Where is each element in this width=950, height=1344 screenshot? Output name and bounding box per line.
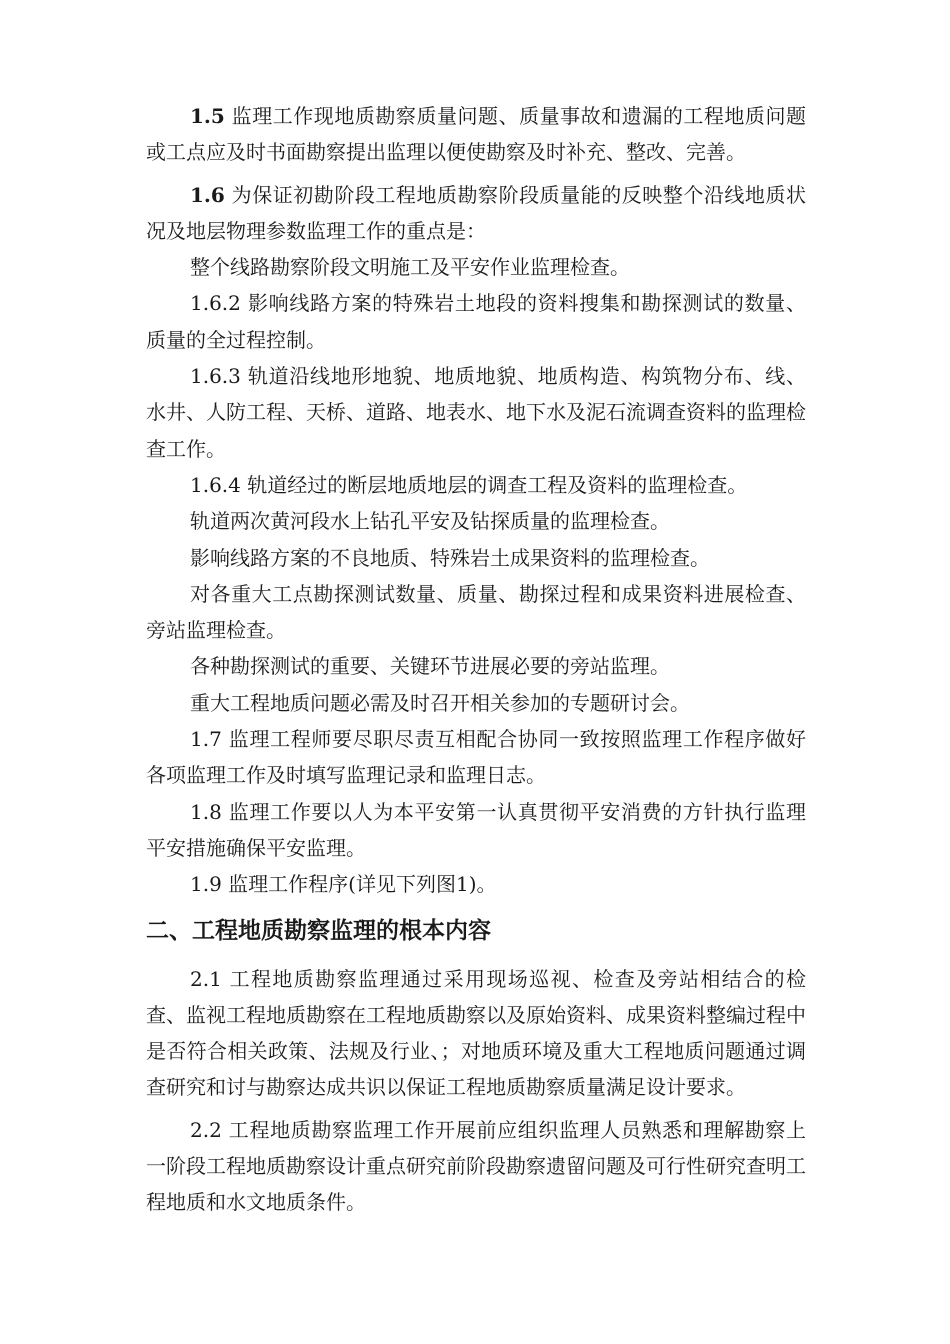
paragraph-text: 影响线路方案的不良地质、特殊岩土成果资料的监理检查。 bbox=[190, 545, 710, 570]
paragraph-text: 各种勘探测试的重要、关键环节进展必要的旁站监理。 bbox=[190, 654, 670, 679]
clause-number: 1.5 bbox=[190, 104, 225, 128]
paragraph-1-6-4 bbox=[146, 467, 806, 503]
paragraph-text: 对各重大工点勘探测试数量、质量、勘探过程和成果资料进展检查、旁站监理检查。 bbox=[146, 581, 806, 643]
clause-number: 1.6.3 bbox=[190, 364, 241, 389]
paragraph-1-6-3 bbox=[146, 358, 806, 467]
paragraph-text: 监理工作要以人为本平安第一认真贯彻平安消费的方针执行监理平安措施确保平安监理。 bbox=[146, 799, 806, 860]
clause-number: 1.6.2 bbox=[190, 291, 241, 316]
clause-number: 2.2 bbox=[190, 1117, 222, 1142]
clause-number: 1.6 bbox=[190, 182, 225, 207]
paragraph-text: 为保证初勘阶段工程地质勘察阶段质量能的反映整个沿线地质状况及地层物理参数监理工作的重点是： bbox=[146, 182, 806, 243]
clause-number: 1.9 bbox=[190, 872, 222, 897]
paragraph-text: 重大工程地质问题必需及时召开相关参加的专题研讨会。 bbox=[190, 690, 690, 715]
paragraph-2-2 bbox=[146, 1112, 806, 1221]
paragraph-1-6-6 bbox=[146, 540, 806, 576]
paragraph-text: 轨道两次黄河段水上钻孔平安及钻探质量的监理检查。 bbox=[190, 509, 670, 534]
document-page bbox=[146, 98, 806, 1227]
paragraph-text: 轨道沿线地形地貌、地质地貌、地质构造、构筑物分布、线、水井、人防工程、天桥、道路、地表水、地下水及泥石流调查资料的监理检查工作。 bbox=[146, 364, 806, 461]
paragraph-text: 影响线路方案的特殊岩土地段的资料搜集和勘探测试的数量、质量的全过程控制。 bbox=[146, 291, 806, 352]
paragraph-text: 工程地质勘察监理工作开展前应组织监理人员熟悉和理解勘察上一阶段工程地质勘察设计重点研究前阶段勘察遗留问题及可行性研究查明工程地质和水文地质条件。 bbox=[146, 1117, 806, 1215]
paragraph-1-5 bbox=[146, 98, 806, 171]
paragraph-2-1 bbox=[146, 961, 806, 1106]
paragraph-text: 轨道经过的断层地质地层的调查工程及资料的监理检查。 bbox=[240, 472, 748, 497]
paragraph-1-9 bbox=[146, 866, 806, 902]
paragraph-1-6-5 bbox=[146, 503, 806, 539]
section-heading: 二、工程地质勘察监理的根本内容 bbox=[146, 917, 491, 944]
paragraph-text: 监理工程师要尽职尽责互相配合协同一致按照监理工作程序做好各项监理工作及时填写监理记录和监理日志。 bbox=[146, 727, 806, 788]
paragraph-text: 整个线路勘察阶段文明施工及平安作业监理检查。 bbox=[190, 255, 630, 280]
paragraph-1-6-7 bbox=[146, 576, 806, 649]
paragraph-1-7 bbox=[146, 721, 806, 794]
paragraph-1-6-2 bbox=[146, 285, 806, 358]
paragraph-text: 监理工作现地质勘察质量问题、质量事故和遗漏的工程地质问题或工点应及时书面勘察提出监理以便使勘察及时补充、整改、完善。 bbox=[146, 104, 806, 165]
paragraph-1-6-8 bbox=[146, 648, 806, 684]
paragraph-1-6-9 bbox=[146, 685, 806, 721]
paragraph-text: 监理工作程序(详见下列图1)。 bbox=[221, 872, 497, 897]
clause-number: 1.6.4 bbox=[190, 472, 241, 497]
clause-number: 2.1 bbox=[190, 966, 222, 991]
paragraph-text: 工程地质勘察监理通过采用现场巡视、检查及旁站相结合的检查、监视工程地质勘察在工程地质勘察以及原始资料、成果资料整编过程中是否符合相关政策、法规及行业、；对地质环境及重大工程地质问题通过调查研究和讨与勘察达成共识以保证工程地质勘察质量满足设计要求。 bbox=[146, 966, 806, 1100]
paragraph-1-6 bbox=[146, 177, 806, 250]
clause-number: 1.7 bbox=[190, 727, 222, 752]
clause-number: 1.8 bbox=[190, 799, 222, 824]
paragraph-1-8 bbox=[146, 794, 806, 867]
paragraph-1-6-1 bbox=[146, 249, 806, 285]
